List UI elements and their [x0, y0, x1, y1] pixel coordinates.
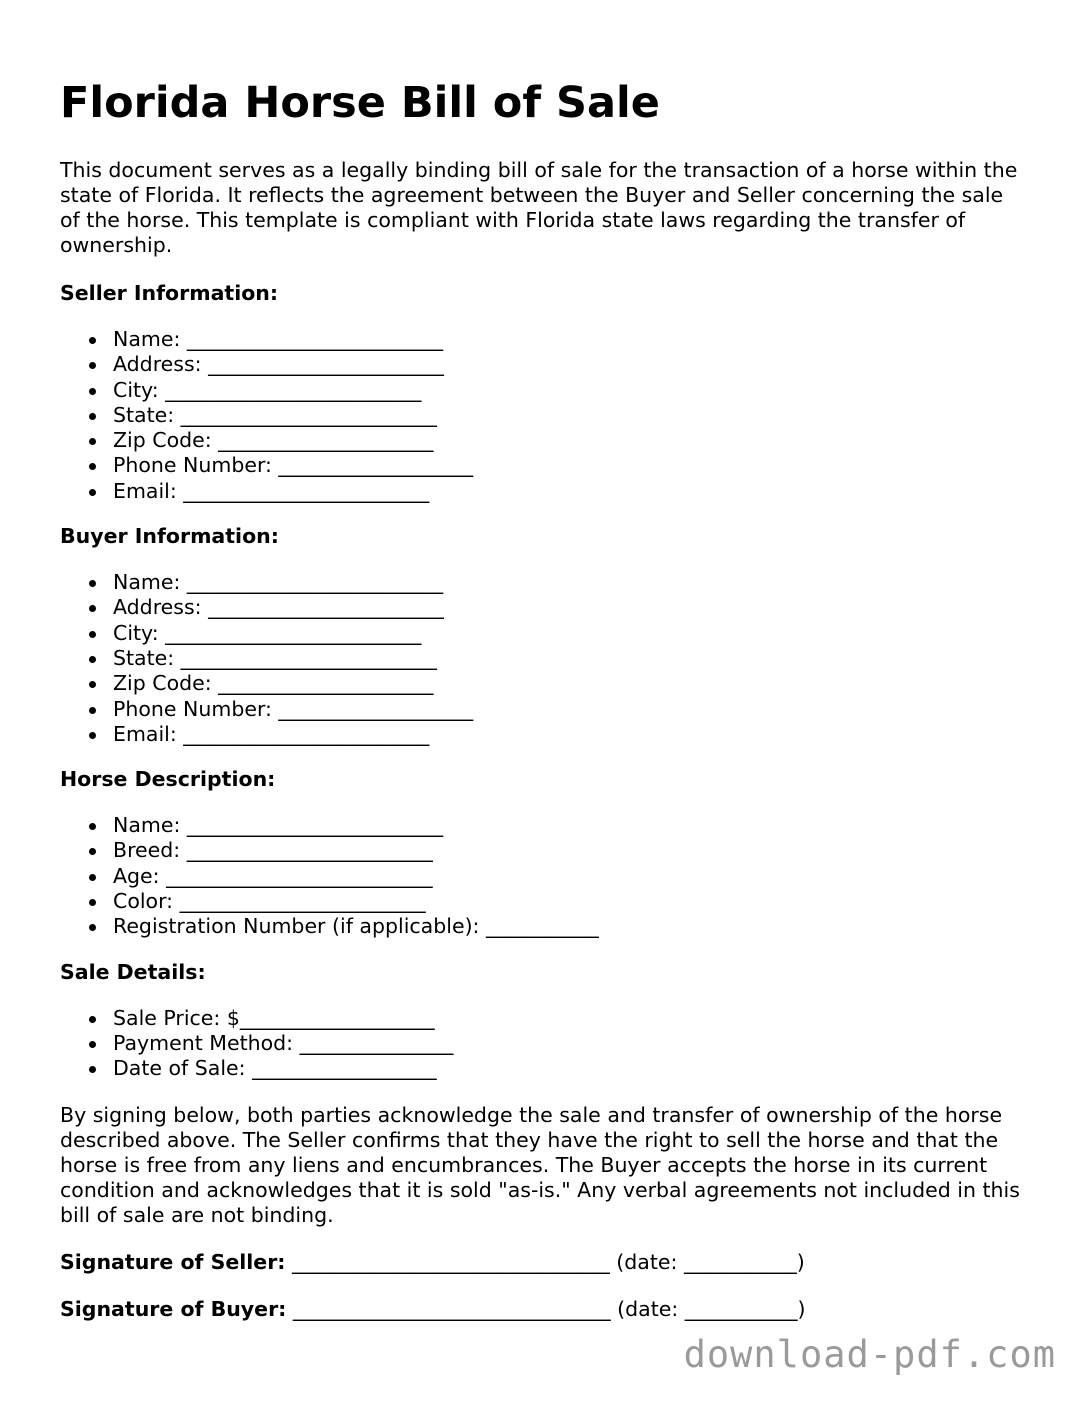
horse-color-field: Color: ________________________ [113, 889, 1020, 914]
seller-section [60, 281, 1020, 504]
seller-field-list [60, 327, 1020, 504]
horse-section [60, 767, 1020, 939]
seller-city-field: City: _________________________ [113, 378, 1020, 403]
buyer-email-field: Email: ________________________ [113, 722, 1020, 747]
horse-name-field: Name: _________________________ [113, 813, 1020, 838]
buyer-section [60, 524, 1020, 747]
seller-signature-label: Signature of Seller: [60, 1249, 286, 1274]
buyer-state-field: State: _________________________ [113, 646, 1020, 671]
sale-section [60, 960, 1020, 1082]
buyer-heading: Buyer Information: [60, 524, 279, 549]
seller-heading: Seller Information: [60, 281, 279, 305]
document-title: Florida Horse Bill of Sale [60, 78, 660, 128]
horse-registration-field: Registration Number (if applicable): ___________ [113, 914, 1020, 939]
seller-address-field: Address: _______________________ [113, 352, 1020, 377]
horse-breed-field: Breed: ________________________ [113, 838, 1020, 863]
buyer-field-list [60, 570, 1020, 747]
buyer-signature-line [60, 1297, 1020, 1322]
horse-field-list [60, 813, 1020, 939]
horse-heading: Horse Description: [60, 767, 276, 792]
buyer-city-field: City: _________________________ [113, 621, 1020, 646]
buyer-signature-label: Signature of Buyer: [60, 1296, 287, 1321]
seller-name-field: Name: _________________________ [113, 327, 1020, 352]
sale-heading: Sale Details: [60, 959, 206, 984]
seller-zip-field: Zip Code: _____________________ [113, 428, 1020, 453]
intro-paragraph: This document serves as a legally binding bill of sale for the transaction of a horse within the state of Florida. It reflects the agreement between the Buyer and Seller concerning the sale of the horse. This template is compliant with Florida state laws regarding the transfer of ownership. [60, 158, 1018, 257]
acknowledgement-paragraph: By signing below, both parties acknowledge the sale and transfer of ownership of the horse described above. The Seller confirms that they have the right to sell the horse and that the horse is free from any liens and encumbrances. The Buyer accepts the horse in its current condition and acknowledges that it is sold "as-is." Any verbal agreements not included in this bill of sale are not binding. [60, 1102, 1020, 1227]
seller-signature-blank: _______________________________ (date: ___________) [285, 1249, 805, 1274]
payment-method-field: Payment Method: _______________ [113, 1031, 1020, 1056]
document-page [60, 78, 1020, 1322]
date-of-sale-field: Date of Sale: __________________ [113, 1056, 1020, 1081]
buyer-name-field: Name: _________________________ [113, 570, 1020, 595]
watermark: download-pdf.com [683, 1333, 1056, 1376]
horse-age-field: Age: __________________________ [113, 864, 1020, 889]
seller-phone-field: Phone Number: ___________________ [113, 453, 1020, 478]
sale-price-field: Sale Price: $___________________ [113, 1006, 1020, 1031]
buyer-address-field: Address: _______________________ [113, 595, 1020, 620]
sale-field-list [60, 1006, 1020, 1082]
buyer-phone-field: Phone Number: ___________________ [113, 697, 1020, 722]
seller-signature-line [60, 1250, 1020, 1275]
seller-email-field: Email: ________________________ [113, 479, 1020, 504]
buyer-zip-field: Zip Code: _____________________ [113, 671, 1020, 696]
buyer-signature-blank: _______________________________ (date: ___________) [286, 1296, 806, 1321]
seller-state-field: State: _________________________ [113, 403, 1020, 428]
